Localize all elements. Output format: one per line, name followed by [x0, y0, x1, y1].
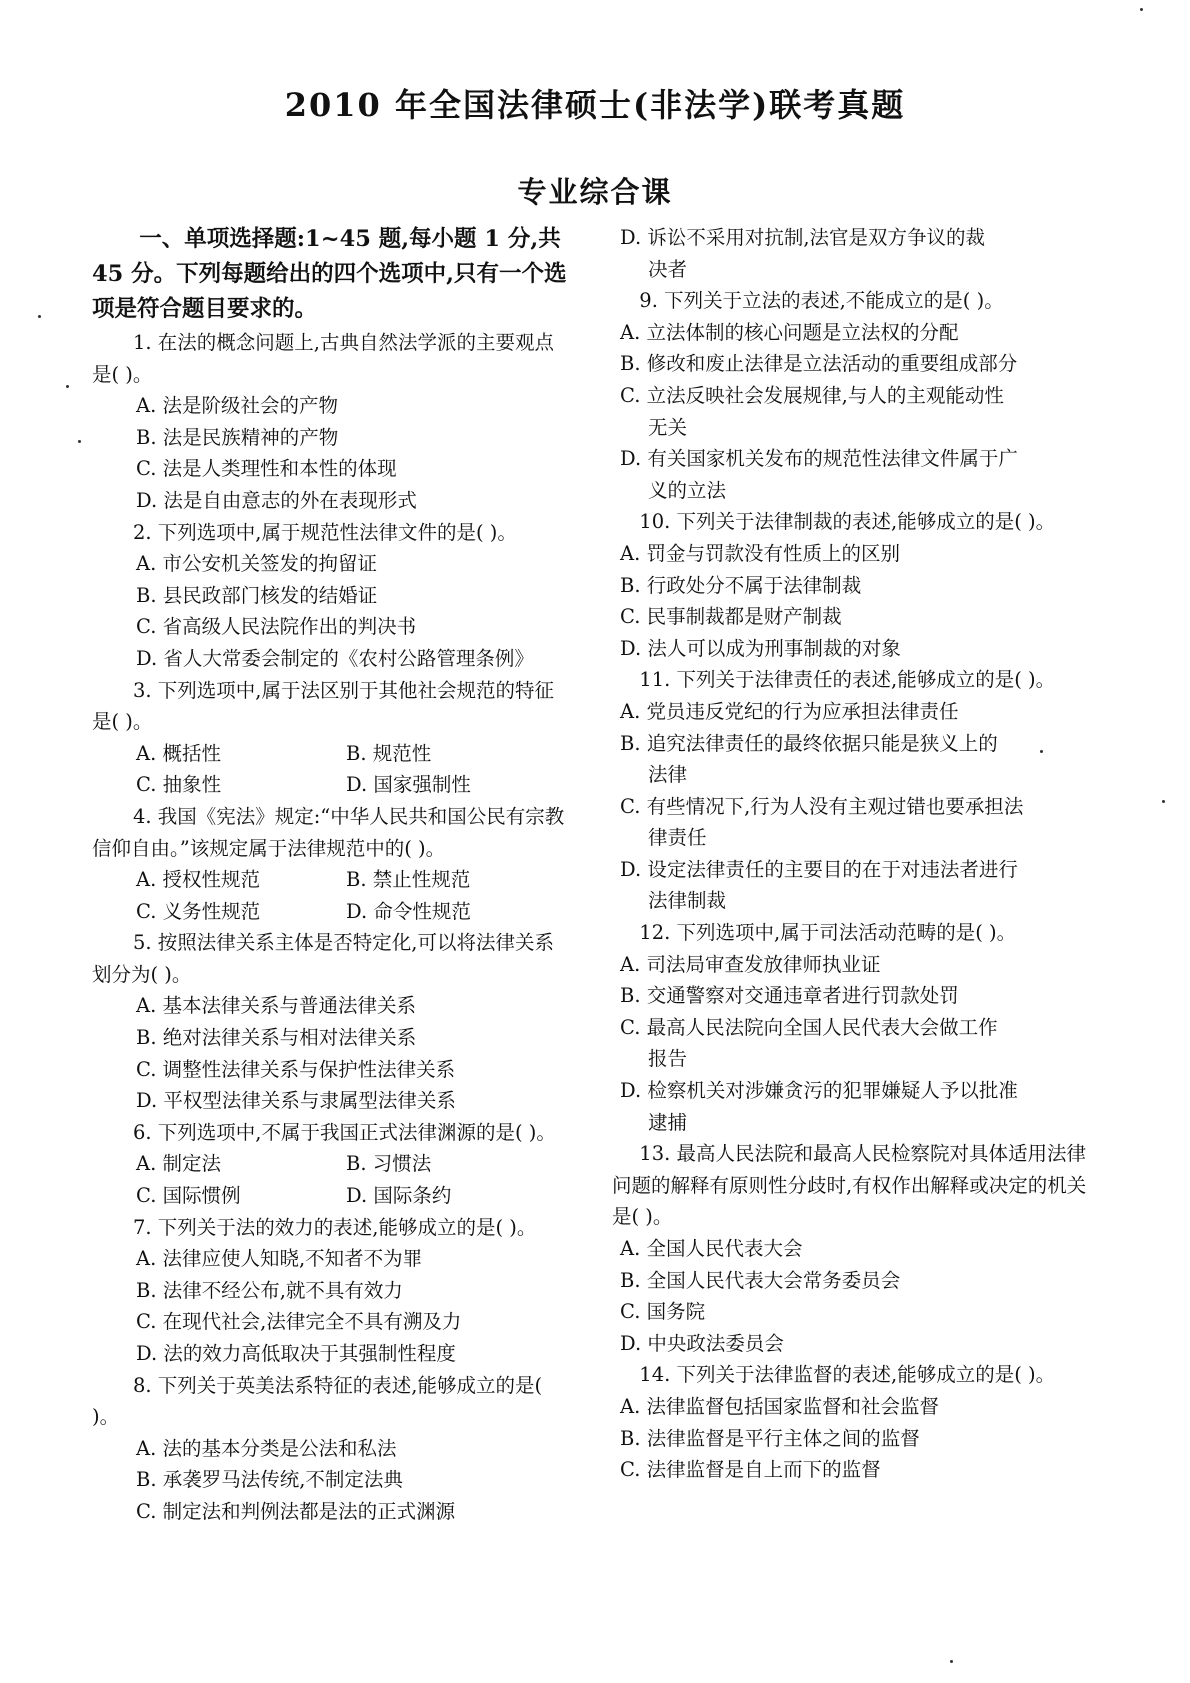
question-10 [612, 506, 1090, 664]
question-4 [92, 801, 570, 927]
option-text: D. 诉讼不采用对抗制,法官是双方争议的裁 [620, 226, 986, 249]
scan-speck [66, 385, 69, 388]
option-c: C. 国际惯例 [136, 1184, 241, 1208]
scan-speck [950, 1660, 953, 1663]
option-b: B. 规范性 [346, 741, 432, 765]
option-b: B. 承袭罗马法传统,不制定法典 [136, 1468, 403, 1492]
document-title: 2010 年全国法律硕士(非法学)联考真题 [284, 86, 906, 124]
option-text-continued: 决者 [648, 257, 688, 281]
scan-speck [38, 315, 41, 318]
option-a: A. 罚金与罚款没有性质上的区别 [620, 541, 900, 565]
question-stem: 1. 在法的概念问题上,古典自然法学派的主要观点是( )。 [92, 331, 554, 386]
question-stem: 7. 下列关于法的效力的表述,能够成立的是( )。 [132, 1215, 537, 1239]
question-stem: 14. 下列关于法律监督的表述,能够成立的是( )。 [639, 1363, 1056, 1387]
option-b: B. 修改和废止法律是立法活动的重要组成部分 [620, 352, 1018, 376]
question-stem: 11. 下列关于法律责任的表述,能够成立的是( )。 [639, 668, 1056, 692]
option-a: A. 制定法 [136, 1152, 221, 1176]
question-9 [612, 285, 1090, 506]
option-c: C. 制定法和判例法都是法的正式渊源 [136, 1499, 456, 1523]
question-stem: 3. 下列选项中,属于法区别于其他社会规范的特征是( )。 [92, 678, 554, 734]
option-d: D. 法人可以成为刑事制裁的对象 [620, 636, 901, 660]
question-stem: 12. 下列选项中,属于司法活动范畴的是( )。 [639, 921, 1017, 945]
option-c: C. 民事制裁都是财产制裁 [620, 605, 842, 629]
option-b: B. 习惯法 [346, 1152, 432, 1176]
question-1 [92, 327, 570, 517]
option-b [612, 728, 1090, 791]
option-d: D. 省人大常委会制定的《农村公路管理条例》 [136, 646, 534, 670]
question-5 [92, 927, 570, 1117]
option-c: C. 国务院 [620, 1300, 706, 1324]
option-text: D. 有关国家机关发布的规范性法律文件属于广 [620, 447, 1018, 471]
option-c [612, 1012, 1090, 1075]
option-c: C. 抽象性 [136, 773, 222, 797]
option-text: D. 设定法律责任的主要目的在于对违法者进行 [620, 857, 1018, 881]
option-d [612, 1075, 1090, 1138]
option-a: A. 法律监督包括国家监督和社会监督 [620, 1394, 939, 1418]
option-row [92, 738, 570, 770]
option-d: D. 法是自由意志的外在表现形式 [136, 488, 417, 512]
question-2 [92, 517, 570, 675]
option-text: C. 有些情况下,行为人没有主观过错也要承担法 [620, 794, 1024, 818]
option-a: A. 法律应使人知晓,不知者不为罪 [136, 1247, 423, 1271]
option-text: D. 检察机关对涉嫌贪污的犯罪嫌疑人予以批准 [620, 1079, 1018, 1103]
option-row [92, 1148, 570, 1180]
scan-speck [1162, 800, 1165, 803]
option-d [612, 443, 1090, 506]
option-a: A. 市公安机关签发的拘留证 [136, 552, 377, 576]
option-b: B. 绝对法律关系与相对法律关系 [136, 1026, 417, 1050]
option-b: B. 法是民族精神的产物 [136, 425, 339, 449]
option-row [92, 769, 570, 801]
option-b: B. 法律不经公布,就不具有效力 [136, 1278, 403, 1302]
question-11 [612, 664, 1090, 917]
option-text-continued: 逮捕 [648, 1110, 688, 1134]
scan-speck [1140, 8, 1143, 11]
option-a: A. 授权性规范 [136, 868, 260, 892]
document-subtitle: 专业综合课 [517, 175, 673, 209]
option-a: A. 司法局审查发放律师执业证 [620, 952, 881, 976]
option-text-continued: 无关 [648, 415, 688, 439]
question-7 [92, 1212, 570, 1370]
option-text: C. 立法反映社会发展规律,与人的主观能动性 [620, 383, 1004, 407]
option-d [612, 222, 1090, 285]
option-text-continued: 报告 [648, 1047, 688, 1071]
option-b: B. 行政处分不属于法律制裁 [620, 573, 862, 597]
option-c: C. 法律监督是自上而下的监督 [620, 1458, 881, 1482]
option-text-continued: 律责任 [648, 826, 707, 850]
option-c: C. 法是人类理性和本性的体现 [136, 457, 397, 481]
option-d: D. 平权型法律关系与隶属型法律关系 [136, 1089, 456, 1113]
option-b: B. 县民政部门核发的结婚证 [136, 583, 378, 607]
question-8 [92, 1370, 570, 1528]
scan-speck [1040, 750, 1043, 753]
option-c: C. 义务性规范 [136, 899, 261, 923]
scan-speck [78, 440, 81, 443]
option-b: B. 全国人民代表大会常务委员会 [620, 1268, 901, 1292]
option-row [92, 1180, 570, 1212]
question-stem: 13. 最高人民法院和最高人民检察院对具体适用法律问题的解释有原则性分歧时,有权作出解释或决定的机关是( )。 [612, 1142, 1087, 1229]
option-d [612, 854, 1090, 917]
question-stem: 5. 按照法律关系主体是否特定化,可以将法律关系划分为( )。 [92, 931, 554, 986]
question-13 [612, 1138, 1090, 1359]
option-b: B. 法律监督是平行主体之间的监督 [620, 1426, 920, 1450]
option-c [612, 791, 1090, 854]
question-stem: 9. 下列关于立法的表述,不能成立的是( )。 [639, 289, 1004, 313]
option-text-continued: 法律制裁 [648, 889, 727, 913]
option-text: B. 追究法律责任的最终依据只能是狭义上的 [620, 731, 998, 755]
option-c [612, 380, 1090, 443]
option-b: B. 交通警察对交通违章者进行罚款处罚 [620, 984, 959, 1008]
question-stem: 2. 下列选项中,属于规范性法律文件的是( )。 [132, 520, 517, 544]
question-stem: 6. 下列选项中,不属于我国正式法律渊源的是( )。 [132, 1120, 556, 1144]
option-a: A. 法是阶级社会的产物 [136, 394, 338, 418]
option-row [92, 896, 570, 928]
question-14 [612, 1359, 1090, 1485]
option-a: A. 基本法律关系与普通法律关系 [136, 994, 416, 1018]
option-text: C. 最高人民法院向全国人民代表大会做工作 [620, 1015, 998, 1039]
question-3 [92, 675, 570, 801]
option-row [92, 864, 570, 896]
option-d: D. 国际条约 [346, 1184, 452, 1208]
option-d: D. 中央政法委员会 [620, 1331, 784, 1355]
option-c: C. 在现代社会,法律完全不具有溯及力 [136, 1310, 462, 1334]
question-12 [612, 917, 1090, 1138]
left-column [92, 222, 570, 1528]
section-heading: 一、单项选择题:1~45 题,每小题 1 分,共 45 分。下列每题给出的四个选项中,只有一个选项是符合题目要求的。 [92, 226, 567, 322]
option-c: C. 省高级人民法院作出的判决书 [136, 615, 417, 639]
option-text-continued: 义的立法 [648, 478, 727, 502]
question-stem: 8. 下列关于英美法系特征的表述,能够成立的是( )。 [92, 1373, 543, 1429]
option-a: A. 立法体制的核心问题是立法权的分配 [620, 320, 959, 344]
option-a: A. 党员违反党纪的行为应承担法律责任 [620, 699, 959, 723]
question-stem: 10. 下列关于法律制裁的表述,能够成立的是( )。 [639, 510, 1056, 534]
question-stem: 4. 我国《宪法》规定:“中华人民共和国公民有宗教信仰自由。”该规定属于法律规范中的( )。 [92, 804, 565, 860]
option-d: D. 命令性规范 [346, 899, 471, 923]
option-a: A. 概括性 [136, 741, 221, 765]
option-d: D. 国家强制性 [346, 773, 471, 797]
option-a: A. 法的基本分类是公法和私法 [136, 1436, 397, 1460]
right-column [612, 222, 1090, 1486]
option-a: A. 全国人民代表大会 [620, 1237, 803, 1260]
option-b: B. 禁止性规范 [346, 868, 471, 892]
option-text-continued: 法律 [648, 763, 688, 787]
question-8-continued [612, 222, 1090, 285]
question-6 [92, 1117, 570, 1212]
option-d: D. 法的效力高低取决于其强制性程度 [136, 1342, 456, 1365]
option-c: C. 调整性法律关系与保护性法律关系 [136, 1057, 456, 1081]
